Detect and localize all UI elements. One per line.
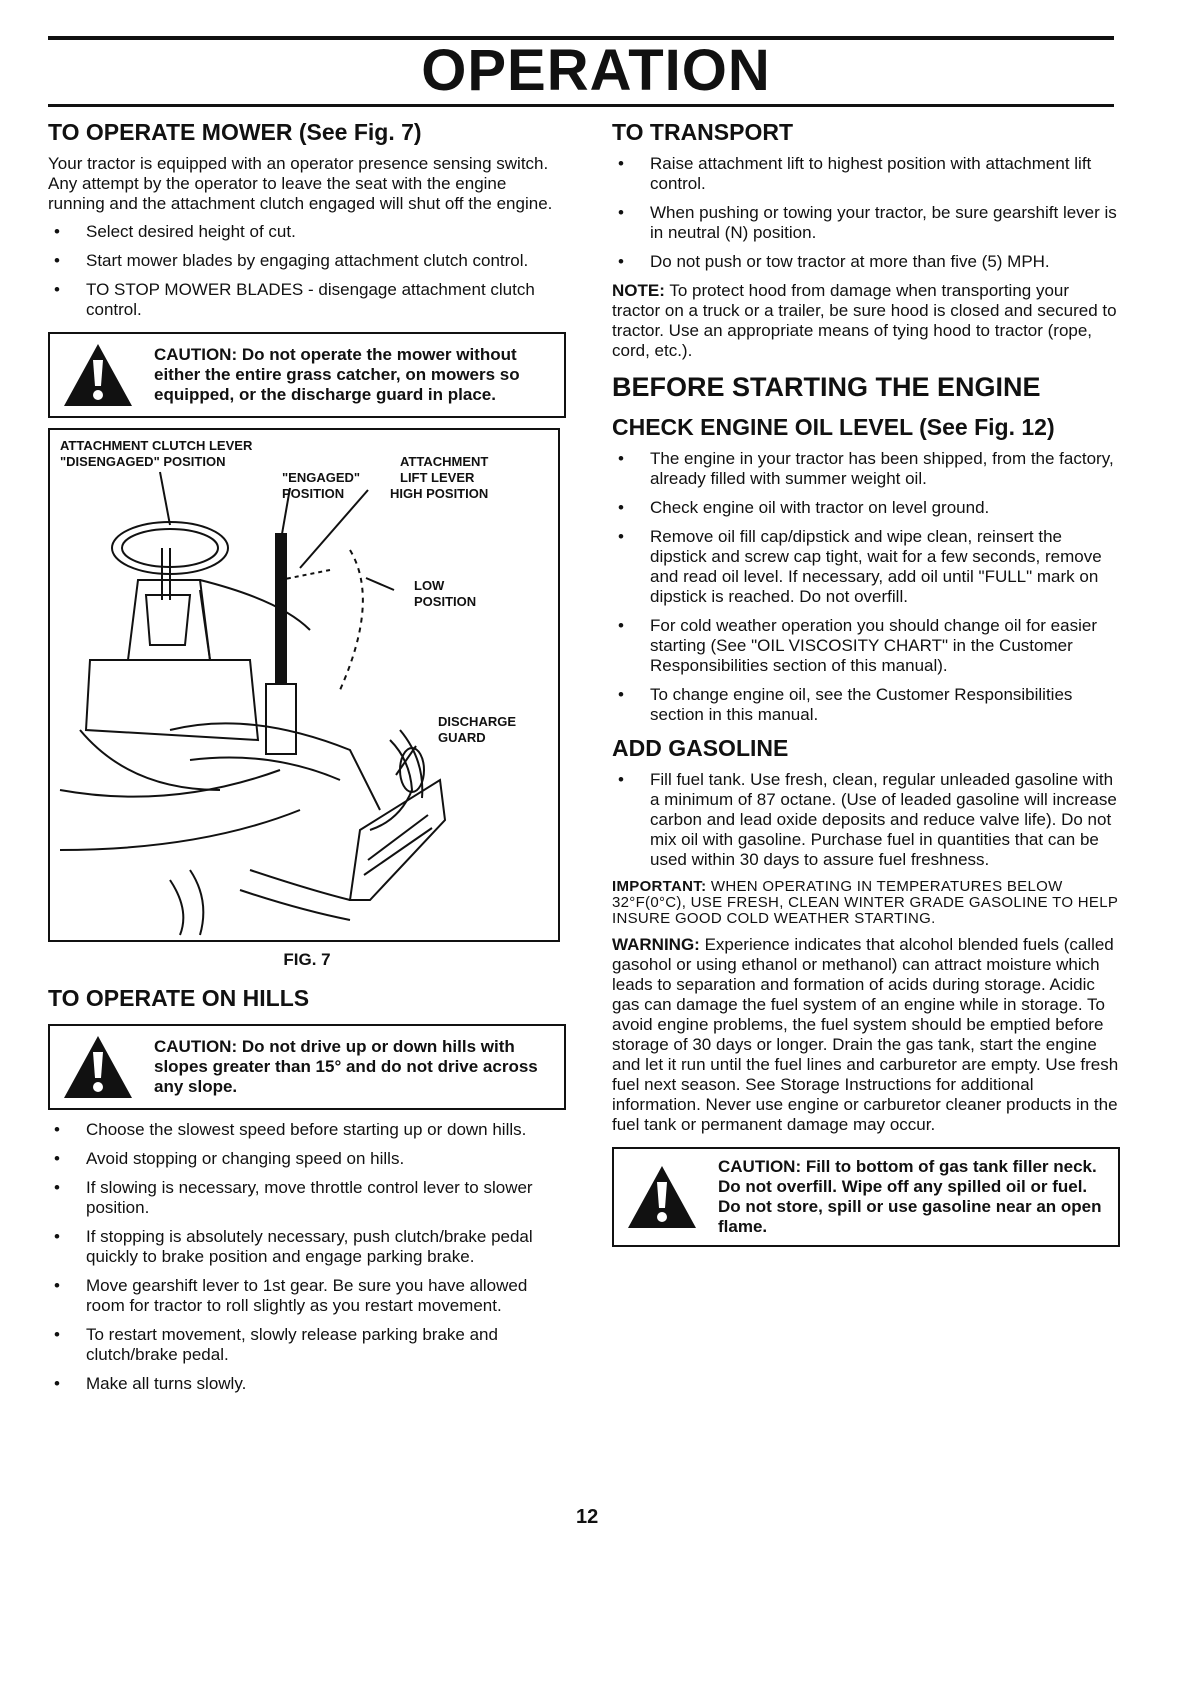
hills-heading: TO OPERATE ON HILLS <box>48 985 310 1011</box>
important-note <box>612 879 1120 927</box>
oil-list <box>612 449 1120 725</box>
right-column <box>612 118 1120 1257</box>
hills-caution-text: CAUTION: Do not drive up or down hills with slopes greater than 15° and do not drive across any slope. <box>154 1037 538 1096</box>
label-guard: GUARD <box>438 730 486 745</box>
transport-note <box>612 281 1120 361</box>
page-title: OPERATION <box>421 38 771 103</box>
important-label: IMPORTANT: <box>612 878 707 895</box>
tractor-illustration <box>50 430 558 940</box>
list-item: • Remove oil fill cap/dipstick and wipe clean, reinsert the dipstick and screw cap tight, wait for a few seconds, remove and read oil level. If necessary, add oil until "FULL" mark on dipstick is reached. Do not overfill. <box>612 527 1120 607</box>
warning-label: WARNING: <box>612 935 700 954</box>
transport-list <box>612 154 1120 272</box>
label-discharge: DISCHARGE <box>438 714 517 729</box>
gasoline-caution-box <box>612 1147 1120 1247</box>
list-item: • The engine in your tractor has been shipped, from the factory, already filled with summer weight oil. <box>612 449 1120 489</box>
list-item: • To restart movement, slowly release parking brake and clutch/brake pedal. <box>48 1325 566 1365</box>
mower-caution-text: CAUTION: Do not operate the mower without either the entire grass catcher, on mowers so equipped, or the discharge guard in place. <box>154 345 520 404</box>
gasoline-list <box>612 770 1120 870</box>
figure-caption: FIG. 7 <box>283 950 331 969</box>
warning-triangle-icon <box>62 342 134 408</box>
label-attachment: ATTACHMENT <box>400 454 489 469</box>
label-high-position: HIGH POSITION <box>390 486 489 501</box>
operate-mower-list <box>48 222 566 320</box>
label-engaged-position: POSITION <box>282 486 345 501</box>
gasoline-caution-text: CAUTION: Fill to bottom of gas tank filler neck. Do not overfill. Wipe off any spilled oil or fuel. Do not store, spill or use gasoline near an open flame. <box>718 1157 1102 1236</box>
note-label: NOTE: <box>612 281 665 300</box>
list-item: • Start mower blades by engaging attachment clutch control. <box>48 251 566 271</box>
list-item: • Choose the slowest speed before starting up or down hills. <box>48 1120 566 1140</box>
important-text: WHEN OPERATING IN TEMPERATURES BELOW 32°F(0°C), USE FRESH, CLEAN WINTER GRADE GASOLINE TO HELP INSURE GOOD COLD WEATHER STARTING. <box>612 878 1118 927</box>
before-starting-heading: BEFORE STARTING THE ENGINE <box>612 372 1041 402</box>
note-text: To protect hood from damage when transporting your tractor on a truck or a trailer, be sure hood is closed and secured to tractor. Use an appropriate means of tying hood to tractor (rope, cord, etc.). <box>612 281 1117 360</box>
list-item: • If stopping is absolutely necessary, push clutch/brake pedal quickly to brake position and engage parking brake. <box>48 1227 566 1267</box>
list-item: • To change engine oil, see the Customer Responsibilities section in this manual. <box>612 685 1120 725</box>
transport-heading: TO TRANSPORT <box>612 119 794 145</box>
list-item: • Fill fuel tank. Use fresh, clean, regular unleaded gasoline with a minimum of 87 octane. (Use of leaded gasoline will increase carbon and lead oxide deposits and reduce valve life). Do not mix oil with gasoline. Purchase fuel in quantities that can be used within 30 days to assure fuel freshness. <box>612 770 1120 870</box>
operate-mower-intro: Your tractor is equipped with an operator presence sensing switch. Any attempt by the operator to leave the seat with the engine running and the attachment clutch engaged will shut off the engine. <box>48 154 553 213</box>
label-low: LOW <box>414 578 445 593</box>
hills-caution-box <box>48 1024 566 1110</box>
list-item: • Select desired height of cut. <box>48 222 566 242</box>
page-number: 12 <box>576 1506 599 1528</box>
operate-mower-heading: TO OPERATE MOWER (See Fig. 7) <box>48 119 422 145</box>
list-item: • Do not push or tow tractor at more than five (5) MPH. <box>612 252 1120 272</box>
warning-triangle-icon <box>62 1034 134 1100</box>
list-item: • Check engine oil with tractor on level ground. <box>612 498 1120 518</box>
warning-triangle-icon <box>626 1164 698 1230</box>
label-engaged: "ENGAGED" <box>282 470 361 485</box>
label-disengaged-position: "DISENGAGED" POSITION <box>60 454 226 469</box>
list-item: • Move gearshift lever to 1st gear. Be sure you have allowed room for tractor to roll slightly as you restart movement. <box>48 1276 566 1316</box>
list-item: • For cold weather operation you should change oil for easier starting (See "OIL VISCOSITY CHART" in the Customer Responsibilities section of this manual). <box>612 616 1120 676</box>
label-lift-lever: LIFT LEVER <box>400 470 475 485</box>
warning-text: Experience indicates that alcohol blended fuels (called gasohol or using ethanol or methanol) can attract moisture which leads to separation and formation of acids during storage. Acidic gas can damage the fuel system of an engine while in storage. To avoid engine problems, the fuel system should be emptied before storage of 30 days or longer. Drain the gas tank, start the engine and let it run until the fuel lines and carburetor are empty. Use fresh fuel next season. See Storage Instructions for additional information. Never use engine or carburetor cleaner products in the fuel tank or permanent damage may occur. <box>612 935 1119 1134</box>
list-item: • Avoid stopping or changing speed on hills. <box>48 1149 566 1169</box>
list-item: • When pushing or towing your tractor, be sure gearshift lever is in neutral (N) position. <box>612 203 1120 243</box>
oil-level-heading: CHECK ENGINE OIL LEVEL (See Fig. 12) <box>612 414 1055 440</box>
list-item: • Make all turns slowly. <box>48 1374 566 1394</box>
hills-list <box>48 1120 566 1394</box>
list-item: • TO STOP MOWER BLADES - disengage attachment clutch control. <box>48 280 566 320</box>
list-item: • Raise attachment lift to highest position with attachment lift control. <box>612 154 1120 194</box>
mower-caution-box <box>48 332 566 418</box>
figure-7 <box>48 428 560 942</box>
list-item: • If slowing is necessary, move throttle control lever to slower position. <box>48 1178 566 1218</box>
label-low-position: POSITION <box>414 594 477 609</box>
label-clutch-lever: ATTACHMENT CLUTCH LEVER <box>60 438 253 453</box>
title-underline <box>48 104 1114 107</box>
add-gasoline-heading: ADD GASOLINE <box>612 735 789 761</box>
left-column <box>48 118 566 1403</box>
warning-note <box>612 935 1120 1135</box>
